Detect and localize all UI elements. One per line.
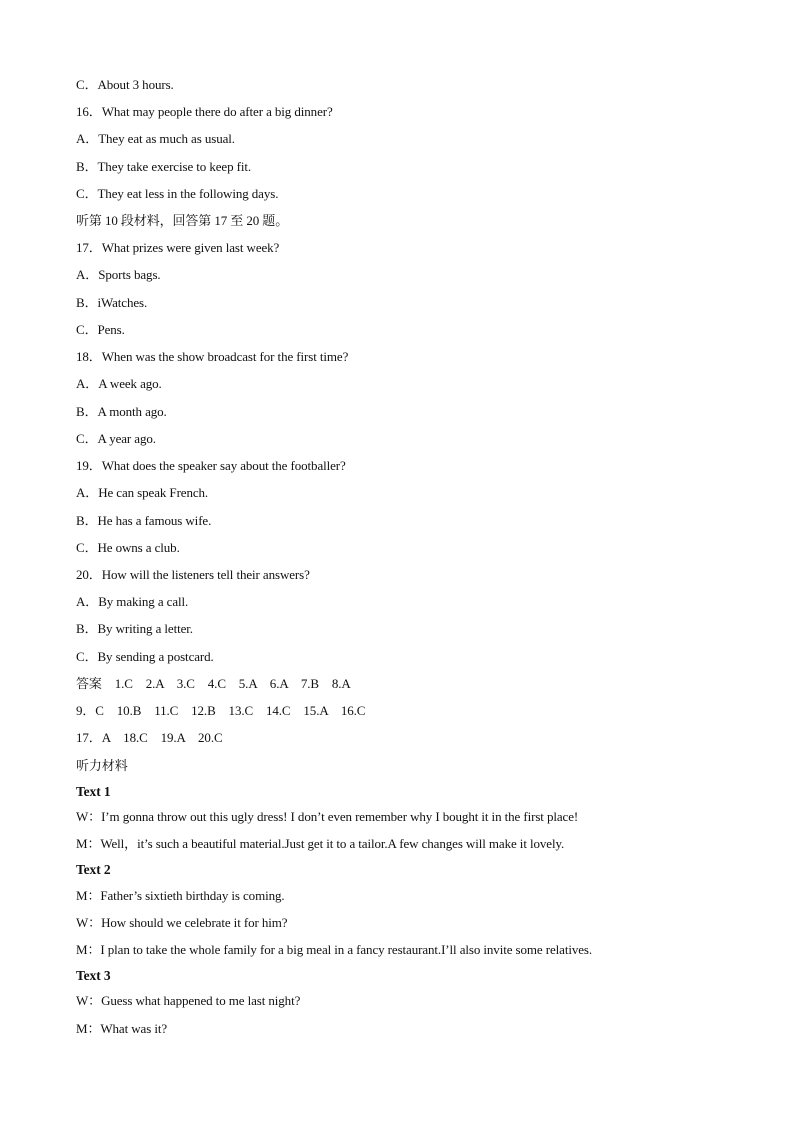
option-20c: C．By sending a postcard.	[76, 649, 214, 664]
text-2-line-m1: M：Father’s sixtieth birthday is coming.	[76, 888, 285, 903]
text-1-line-m: M：Well，it’s such a beautiful material.Just get it to a tailor.A few changes will make it lovely.	[76, 836, 565, 851]
question-20: 20．How will the listeners tell their answers?	[76, 567, 310, 582]
text-1-heading: Text 1	[76, 784, 111, 799]
option-17c: C．Pens.	[76, 322, 125, 337]
answer-key-line-3: 17．A 18.C 19.A 20.C	[76, 730, 223, 745]
text-2-line-m2: M：I plan to take the whole family for a big meal in a fancy restaurant.I’ll also invite some relatives.	[76, 942, 593, 957]
answer-key-line-1: 答案 1.C 2.A 3.C 4.C 5.A 6.A 7.B 8.A	[76, 676, 351, 691]
question-19: 19．What does the speaker say about the footballer?	[76, 458, 346, 473]
question-17: 17．What prizes were given last week?	[76, 240, 280, 255]
option-17a: A．Sports bags.	[76, 267, 161, 282]
text-3-line-m: M：What was it?	[76, 1021, 168, 1036]
question-16: 16．What may people there do after a big dinner?	[76, 104, 333, 119]
option-19c: C．He owns a club.	[76, 540, 180, 555]
option-17b: B．iWatches.	[76, 295, 148, 310]
text-2-heading: Text 2	[76, 862, 111, 877]
option-18a: A．A week ago.	[76, 376, 162, 391]
option-19b: B．He has a famous wife.	[76, 513, 212, 528]
question-18: 18．When was the show broadcast for the first time?	[76, 349, 349, 364]
option-20a: A．By making a call.	[76, 594, 189, 609]
option-19a: A．He can speak French.	[76, 485, 209, 500]
text-2-line-w: W：How should we celebrate it for him?	[76, 915, 288, 930]
text-1-line-w: W：I’m gonna throw out this ugly dress! I don’t even remember why I bought it in the first place!	[76, 809, 579, 824]
option-18c: C．A year ago.	[76, 431, 156, 446]
option-20b: B．By writing a letter.	[76, 621, 193, 636]
section-instruction: 听第 10 段材料，回答第 17 至 20 题。	[76, 213, 289, 228]
option-18b: B．A month ago.	[76, 404, 167, 419]
option-16b: B．They take exercise to keep fit.	[76, 159, 252, 174]
transcript-heading: 听力材料	[76, 758, 128, 773]
option-16a: A．They eat as much as usual.	[76, 131, 235, 146]
option-16c: C．They eat less in the following days.	[76, 186, 279, 201]
text-3-line-w: W：Guess what happened to me last night?	[76, 993, 301, 1008]
text-3-heading: Text 3	[76, 968, 111, 983]
option-15c: C．About 3 hours.	[76, 77, 174, 92]
answer-key-line-2: 9．C 10.B 11.C 12.B 13.C 14.C 15.A 16.C	[76, 703, 366, 718]
